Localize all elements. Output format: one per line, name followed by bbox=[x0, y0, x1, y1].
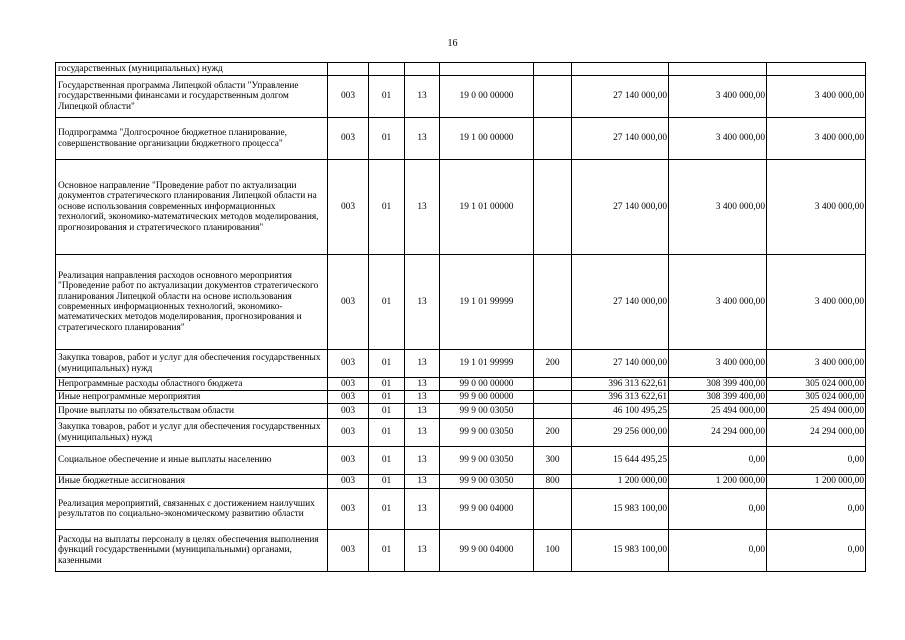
target-article-code: 19 1 01 99999 bbox=[440, 350, 534, 378]
subsection-code: 13 bbox=[405, 160, 440, 255]
subsection-code: 13 bbox=[405, 489, 440, 530]
table-row bbox=[56, 118, 866, 160]
expense-type-code: 800 bbox=[534, 475, 572, 489]
subsection-code: 13 bbox=[405, 378, 440, 391]
row-name: Подпрограмма "Долгосрочное бюджетное планирование, совершенствование организации бюджетного процесса" bbox=[56, 118, 328, 160]
section-code: 01 bbox=[369, 76, 405, 118]
section-code bbox=[369, 63, 405, 76]
target-article-code: 19 1 00 00000 bbox=[440, 118, 534, 160]
row-name: Реализация мероприятий, связанных с достижением наилучших результатов по социально-экономическому развитию области bbox=[56, 489, 328, 530]
table-row bbox=[56, 255, 866, 350]
section-code: 01 bbox=[369, 255, 405, 350]
amount-1 bbox=[572, 63, 669, 76]
row-name: Прочие выплаты по обязательствам области bbox=[56, 404, 328, 419]
ved-code: 003 bbox=[328, 475, 369, 489]
table-row bbox=[56, 160, 866, 255]
amount-1: 15 644 495,25 bbox=[572, 447, 669, 475]
section-code: 01 bbox=[369, 419, 405, 447]
amount-3: 3 400 000,00 bbox=[767, 76, 866, 118]
amount-2 bbox=[669, 63, 767, 76]
target-article-code: 99 9 00 00000 bbox=[440, 391, 534, 404]
subsection-code: 13 bbox=[405, 350, 440, 378]
section-code: 01 bbox=[369, 447, 405, 475]
table-row bbox=[56, 76, 866, 118]
amount-2: 0,00 bbox=[669, 489, 767, 530]
amount-2: 3 400 000,00 bbox=[669, 255, 767, 350]
expense-type-code bbox=[534, 404, 572, 419]
amount-2: 3 400 000,00 bbox=[669, 350, 767, 378]
row-name: Государственная программа Липецкой области "Управление государственными финансами и государственным долгом Липецкой области" bbox=[56, 76, 328, 118]
expense-type-code: 200 bbox=[534, 350, 572, 378]
row-name: Расходы на выплаты персоналу в целях обеспечения выполнения функций государственными (муниципальными) органами, казенными bbox=[56, 530, 328, 572]
ved-code: 003 bbox=[328, 404, 369, 419]
target-article-code: 19 0 00 00000 bbox=[440, 76, 534, 118]
amount-1: 27 140 000,00 bbox=[572, 350, 669, 378]
target-article-code: 99 9 00 03050 bbox=[440, 447, 534, 475]
amount-3: 1 200 000,00 bbox=[767, 475, 866, 489]
subsection-code: 13 bbox=[405, 76, 440, 118]
amount-3 bbox=[767, 63, 866, 76]
subsection-code: 13 bbox=[405, 404, 440, 419]
ved-code: 003 bbox=[328, 378, 369, 391]
section-code: 01 bbox=[369, 489, 405, 530]
amount-3: 0,00 bbox=[767, 530, 866, 572]
row-name: Непрограммные расходы областного бюджета bbox=[56, 378, 328, 391]
row-name: Иные непрограммные мероприятия bbox=[56, 391, 328, 404]
table-row bbox=[56, 530, 866, 572]
expense-type-code: 100 bbox=[534, 530, 572, 572]
amount-3: 3 400 000,00 bbox=[767, 350, 866, 378]
target-article-code: 99 9 00 03050 bbox=[440, 419, 534, 447]
amount-1: 29 256 000,00 bbox=[572, 419, 669, 447]
amount-3: 25 494 000,00 bbox=[767, 404, 866, 419]
amount-3: 305 024 000,00 bbox=[767, 391, 866, 404]
row-name: государственных (муниципальных) нужд bbox=[56, 63, 328, 76]
amount-1: 27 140 000,00 bbox=[572, 118, 669, 160]
target-article-code: 19 1 01 99999 bbox=[440, 255, 534, 350]
ved-code: 003 bbox=[328, 76, 369, 118]
section-code: 01 bbox=[369, 118, 405, 160]
amount-3: 305 024 000,00 bbox=[767, 378, 866, 391]
target-article-code: 19 1 01 00000 bbox=[440, 160, 534, 255]
subsection-code: 13 bbox=[405, 391, 440, 404]
expense-type-code: 200 bbox=[534, 419, 572, 447]
ved-code: 003 bbox=[328, 530, 369, 572]
ved-code: 003 bbox=[328, 447, 369, 475]
amount-1: 46 100 495,25 bbox=[572, 404, 669, 419]
target-article-code bbox=[440, 63, 534, 76]
amount-1: 396 313 622,61 bbox=[572, 391, 669, 404]
subsection-code: 13 bbox=[405, 118, 440, 160]
amount-3: 3 400 000,00 bbox=[767, 255, 866, 350]
table-row bbox=[56, 447, 866, 475]
amount-2: 3 400 000,00 bbox=[669, 118, 767, 160]
row-name: Закупка товаров, работ и услуг для обеспечения государственных (муниципальных) нужд bbox=[56, 350, 328, 378]
budget-table bbox=[55, 62, 866, 572]
table-row bbox=[56, 391, 866, 404]
expense-type-code bbox=[534, 378, 572, 391]
ved-code: 003 bbox=[328, 350, 369, 378]
subsection-code: 13 bbox=[405, 419, 440, 447]
subsection-code bbox=[405, 63, 440, 76]
section-code: 01 bbox=[369, 391, 405, 404]
subsection-code: 13 bbox=[405, 475, 440, 489]
amount-2: 1 200 000,00 bbox=[669, 475, 767, 489]
section-code: 01 bbox=[369, 530, 405, 572]
ved-code: 003 bbox=[328, 391, 369, 404]
row-name: Закупка товаров, работ и услуг для обеспечения государственных (муниципальных) нужд bbox=[56, 419, 328, 447]
expense-type-code bbox=[534, 118, 572, 160]
section-code: 01 bbox=[369, 475, 405, 489]
ved-code bbox=[328, 63, 369, 76]
amount-2: 24 294 000,00 bbox=[669, 419, 767, 447]
amount-2: 0,00 bbox=[669, 530, 767, 572]
table-row bbox=[56, 489, 866, 530]
amount-2: 25 494 000,00 bbox=[669, 404, 767, 419]
target-article-code: 99 9 00 03050 bbox=[440, 404, 534, 419]
section-code: 01 bbox=[369, 404, 405, 419]
amount-2: 308 399 400,00 bbox=[669, 378, 767, 391]
expense-type-code bbox=[534, 63, 572, 76]
amount-1: 27 140 000,00 bbox=[572, 160, 669, 255]
amount-1: 1 200 000,00 bbox=[572, 475, 669, 489]
amount-2: 308 399 400,00 bbox=[669, 391, 767, 404]
subsection-code: 13 bbox=[405, 255, 440, 350]
amount-3: 0,00 bbox=[767, 447, 866, 475]
row-name: Иные бюджетные ассигнования bbox=[56, 475, 328, 489]
target-article-code: 99 9 00 04000 bbox=[440, 489, 534, 530]
target-article-code: 99 9 00 04000 bbox=[440, 530, 534, 572]
ved-code: 003 bbox=[328, 489, 369, 530]
page-number: 16 bbox=[447, 38, 458, 49]
table-row bbox=[56, 419, 866, 447]
expense-type-code bbox=[534, 76, 572, 118]
amount-1: 27 140 000,00 bbox=[572, 76, 669, 118]
expense-type-code: 300 bbox=[534, 447, 572, 475]
ved-code: 003 bbox=[328, 419, 369, 447]
table-row bbox=[56, 475, 866, 489]
amount-1: 15 983 100,00 bbox=[572, 530, 669, 572]
subsection-code: 13 bbox=[405, 530, 440, 572]
amount-2: 0,00 bbox=[669, 447, 767, 475]
ved-code: 003 bbox=[328, 160, 369, 255]
section-code: 01 bbox=[369, 160, 405, 255]
table-row bbox=[56, 350, 866, 378]
expense-type-code bbox=[534, 391, 572, 404]
expense-type-code bbox=[534, 489, 572, 530]
ved-code: 003 bbox=[328, 118, 369, 160]
amount-3: 0,00 bbox=[767, 489, 866, 530]
table-row bbox=[56, 378, 866, 391]
row-name: Реализация направления расходов основного мероприятия "Проведение работ по актуализации документов стратегического планирования Липецкой области на основе использования современных информационных технологий, экономико-математических методов моделирования, прогнозирования и стратегического планирования" bbox=[56, 255, 328, 350]
amount-2: 3 400 000,00 bbox=[669, 160, 767, 255]
target-article-code: 99 0 00 00000 bbox=[440, 378, 534, 391]
section-code: 01 bbox=[369, 350, 405, 378]
subsection-code: 13 bbox=[405, 447, 440, 475]
amount-3: 24 294 000,00 bbox=[767, 419, 866, 447]
amount-1: 396 313 622,61 bbox=[572, 378, 669, 391]
amount-1: 15 983 100,00 bbox=[572, 489, 669, 530]
expense-type-code bbox=[534, 160, 572, 255]
expense-type-code bbox=[534, 255, 572, 350]
amount-1: 27 140 000,00 bbox=[572, 255, 669, 350]
section-code: 01 bbox=[369, 378, 405, 391]
amount-3: 3 400 000,00 bbox=[767, 160, 866, 255]
table-body bbox=[56, 63, 866, 572]
amount-3: 3 400 000,00 bbox=[767, 118, 866, 160]
row-name: Основное направление "Проведение работ по актуализации документов стратегического планирования Липецкой области на основе использования современных информационных технологий, экономико-математических методов моделирования, прогнозирования и стратегического планирования" bbox=[56, 160, 328, 255]
amount-2: 3 400 000,00 bbox=[669, 76, 767, 118]
table-row bbox=[56, 63, 866, 76]
ved-code: 003 bbox=[328, 255, 369, 350]
target-article-code: 99 9 00 03050 bbox=[440, 475, 534, 489]
table-row bbox=[56, 404, 866, 419]
row-name: Социальное обеспечение и иные выплаты населению bbox=[56, 447, 328, 475]
